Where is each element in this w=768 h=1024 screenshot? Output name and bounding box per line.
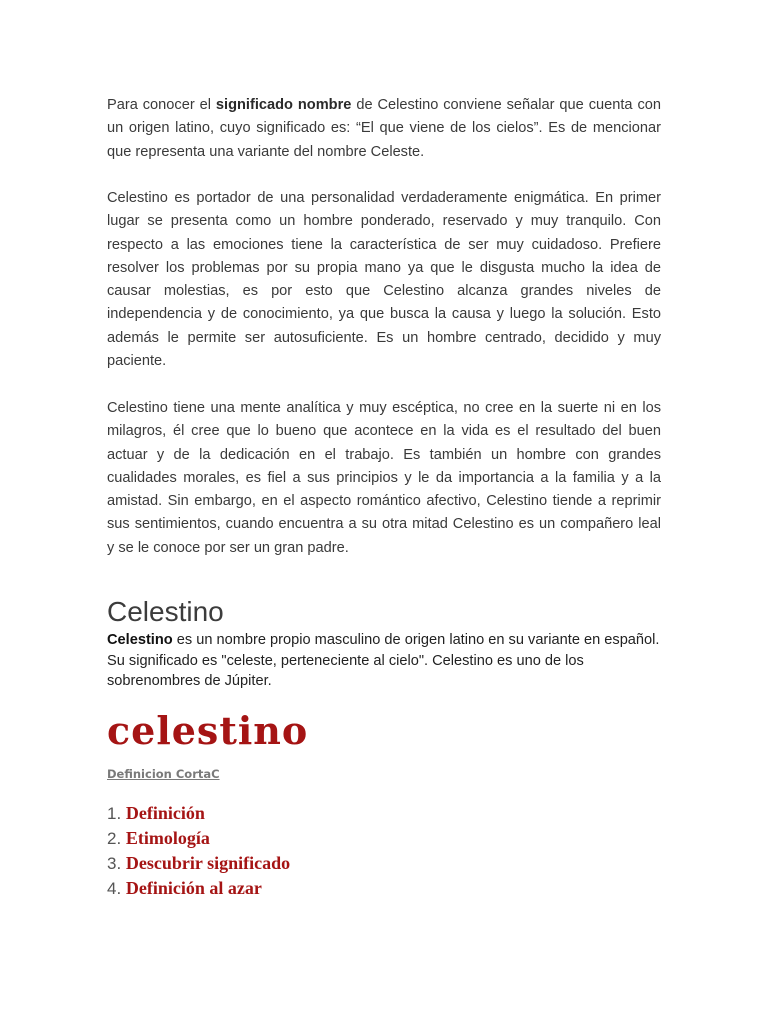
intro-paragraph: [107, 94, 661, 164]
menu-item: [107, 826, 290, 851]
menu-item: [107, 801, 290, 826]
menu-item: [107, 876, 290, 901]
menu-item-number: 4.: [107, 879, 122, 898]
menu-item-number: 2.: [107, 829, 122, 848]
menu-link-definicion[interactable]: Definición: [125, 803, 205, 823]
intro-text-start: Para conocer el: [107, 97, 216, 113]
intro-text-end: de Celestino conviene señalar que cuenta con un origen latino, cuyo significado es: “El que viene de los cielos”. Es de mencionar que representa una variante del nombre Celeste.: [107, 97, 661, 160]
short-definition-link[interactable]: Definicion CortaC: [107, 767, 220, 781]
menu-item: [107, 851, 290, 876]
definition-bold-name: Celestino: [107, 632, 173, 648]
character-paragraph: Celestino tiene una mente analítica y muy escéptica, no cree en la suerte ni en los milagros, él cree que lo bueno que acontece en la vida es el resultado del buen actuar y de la dedicación en el trabajo. Es también un hombre con grandes cualidades morales, es fiel a sus principios y le da importancia a la familia y a la amistad. Sin embargo, en el aspecto romántico afectivo, Celestino tiende a reprimir sus sentimientos, cuando encuentra a su otra mitad Celestino es un compañero leal y se le conoce por ser un gran padre.: [107, 400, 661, 556]
menu-item-number: 3.: [107, 854, 122, 873]
definition-menu: [107, 801, 290, 901]
personality-paragraph: Celestino es portador de una personalidad verdaderamente enigmática. En primer lugar se presenta como un hombre ponderado, reservado y muy tranquilo. Con respecto a las emociones tiene la característica de ser muy cuidadoso. Prefiere resolver los problemas por su propia mano ya que le disgusta mucho la idea de causar molestias, es por esto que Celestino alcanza grandes niveles de independencia y de conocimiento, ya que busca la causa y luego la solución. Esto además le permite ser autosuficiente. Es un hombre centrado, decidido y muy paciente.: [107, 190, 661, 370]
menu-link-definicion-al-azar[interactable]: Definición al azar: [125, 878, 262, 898]
banner-word: celestino: [107, 708, 309, 753]
menu-link-descubrir-significado[interactable]: Descubrir significado: [125, 853, 291, 873]
definition-text: es un nombre propio masculino de origen latino en su variante en español. Su significado es "celeste, perteneciente al cielo". Celestino es uno de los sobrenombres de Júpiter.: [107, 632, 660, 689]
section-heading: Celestino: [107, 596, 224, 627]
menu-item-number: 1.: [107, 804, 122, 823]
definition-paragraph: [107, 630, 661, 692]
menu-link-etimologia[interactable]: Etimología: [125, 828, 210, 848]
intro-bold-phrase: significado nombre: [215, 97, 352, 113]
